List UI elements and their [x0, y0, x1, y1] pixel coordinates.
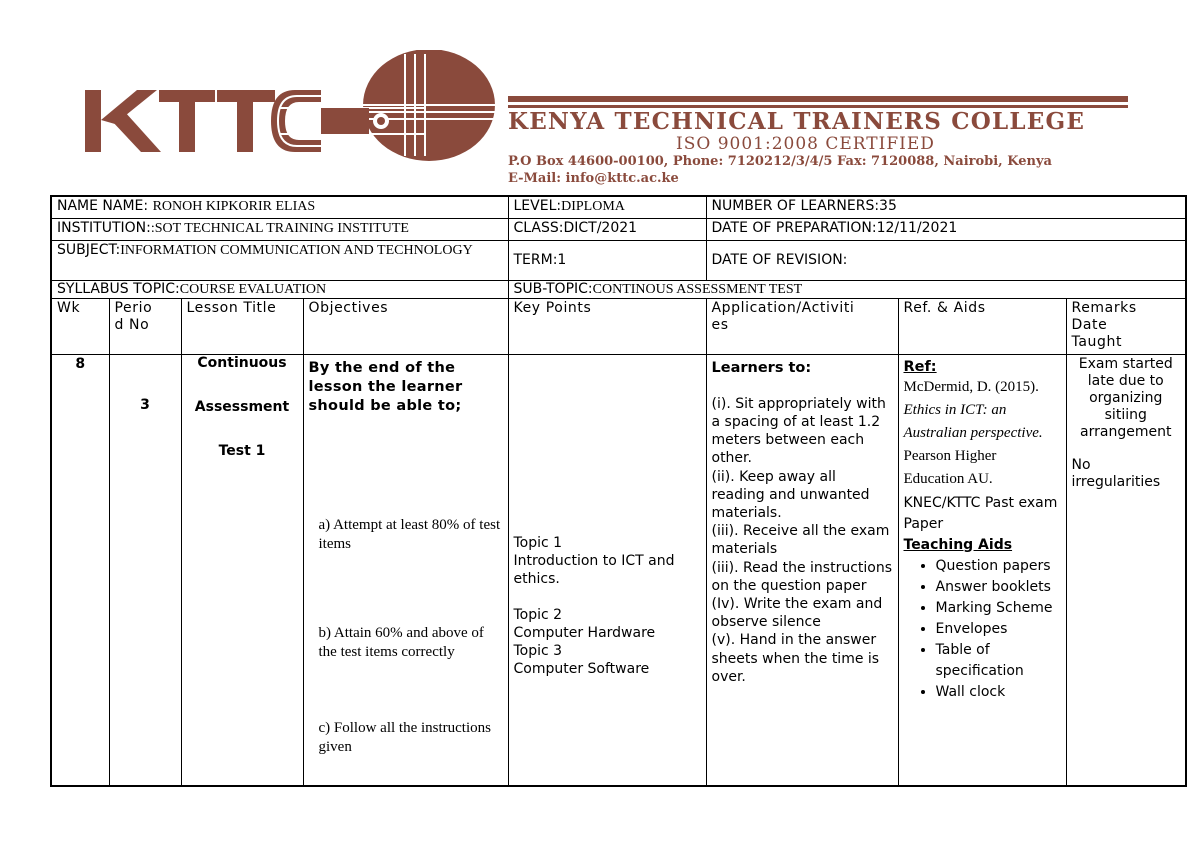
activity-item: (ii). Keep away all reading and unwanted materials. [711, 468, 870, 521]
list-item: • Envelopes [936, 619, 1061, 640]
subtopic-cell: SUB-TOPIC:CONTINOUS ASSESSMENT TEST [508, 280, 1186, 298]
activity-item: (i). Sit appropriately with a spacing of at least 1.2 meters between each other. [711, 395, 886, 467]
objective-a: a) Attempt at least 80% of test items [318, 516, 501, 552]
learners-cell: NUMBER OF LEARNERS:35 [706, 196, 1186, 218]
key-point: Topic 1 [513, 534, 563, 551]
key-point: Topic 3 [513, 642, 563, 659]
ref-aids-cell [898, 354, 1066, 786]
activities-cell [706, 354, 898, 786]
college-header [0, 0, 1200, 192]
week-number: 8 [51, 354, 109, 786]
list-item: • Question papers [936, 556, 1061, 577]
col-key-points: Key Points [508, 298, 706, 354]
teaching-aids-list [904, 556, 1061, 703]
reference-citation: McDermid, D. (2015). Ethics in ICT: an Australian perspective. Pearson Higher Education AU. [903, 378, 1043, 487]
name-cell: NAME NAME: RONOH KIPKORIR ELIAS [51, 196, 508, 218]
objective-c: c) Follow all the instructions given [318, 719, 491, 755]
term-cell: TERM:1 [508, 240, 706, 280]
info-row-1 [51, 196, 1186, 218]
activity-item: (Iv). Write the exam and observe silence [711, 595, 883, 631]
objectives-cell [303, 354, 508, 786]
key-point: Computer Hardware [513, 624, 656, 641]
col-remarks: Remarks Date Taught [1066, 298, 1186, 354]
objective-b: b) Attain 60% and above of the test items correctly [318, 624, 484, 660]
subject-cell: SUBJECT:INFORMATION COMMUNICATION AND TECHNOLOGY [51, 240, 508, 280]
class-cell: CLASS:DICT/2021 [508, 218, 706, 240]
activity-item: (v). Hand in the answer sheets when the time is over. [711, 632, 880, 685]
key-point: Introduction to ICT and ethics. [513, 552, 675, 587]
list-item: • Marking Scheme [936, 598, 1061, 619]
college-address: P.O Box 44600-00100, Phone: 7120212/3/4/5 Fax: 7120088, Nairobi, Kenya [508, 154, 1052, 169]
col-activities: Application/Activiti es [706, 298, 898, 354]
lesson-row [51, 354, 1186, 786]
activity-item: (iii). Read the instructions on the question paper [711, 559, 893, 594]
syllabus-topic-cell: SYLLABUS TOPIC:COURSE EVALUATION [51, 280, 508, 298]
lesson-plan-table [50, 195, 1187, 787]
kttc-logo [85, 50, 495, 165]
teaching-aids-label: Teaching Aids [903, 536, 1013, 553]
revision-date-cell: DATE OF REVISION: [706, 240, 1186, 280]
institution-cell: INSTITUTION::SOT TECHNICAL TRAINING INSTITUTE [51, 218, 508, 240]
ref-label: Ref: [903, 358, 937, 375]
period-number: 3 [109, 354, 181, 786]
remarks-cell [1066, 354, 1186, 786]
list-item: • Wall clock [936, 682, 1061, 703]
remark-late-start: Exam started late due to organizing sitiing arrangement [1078, 355, 1173, 440]
preparation-date-cell: DATE OF PREPARATION:12/11/2021 [706, 218, 1186, 240]
college-name: KENYA TECHNICAL TRAINERS COLLEGE [508, 108, 1086, 135]
past-papers-ref: KNEC/KTTC Past exam Paper [903, 494, 1058, 532]
key-point: Computer Software [513, 660, 650, 677]
teacher-name: RONOH KIPKORIR ELIAS [152, 199, 316, 214]
column-header-row [51, 298, 1186, 354]
col-period: Perio d No [109, 298, 181, 354]
key-point: Topic 2 [513, 606, 563, 623]
info-row-2 [51, 218, 1186, 240]
list-item: • Answer booklets [936, 577, 1061, 598]
list-item: • Table of specification [936, 640, 1061, 682]
header-rule [508, 96, 1128, 102]
col-wk: Wk [51, 298, 109, 354]
key-points-cell [508, 354, 706, 786]
remark-no-irregularities: No irregularities [1071, 456, 1161, 490]
activity-item: (iii). Receive all the exam materials [711, 523, 890, 558]
activities-title: Learners to: [711, 359, 812, 376]
col-ref-aids: Ref. & Aids [898, 298, 1066, 354]
lesson-title: Continuous Assessment Test 1 [181, 354, 303, 786]
info-row-3 [51, 240, 1186, 280]
college-email: E-Mail: info@kttc.ac.ke [508, 171, 679, 186]
iso-certification: ISO 9001:2008 CERTIFIED [676, 134, 935, 154]
col-lesson-title: Lesson Title [181, 298, 303, 354]
level-cell: LEVEL:DIPLOMA [508, 196, 706, 218]
col-objectives: Objectives [303, 298, 508, 354]
info-row-4 [51, 280, 1186, 298]
objectives-intro: By the end of the lesson the learner should be able to; [308, 359, 463, 414]
